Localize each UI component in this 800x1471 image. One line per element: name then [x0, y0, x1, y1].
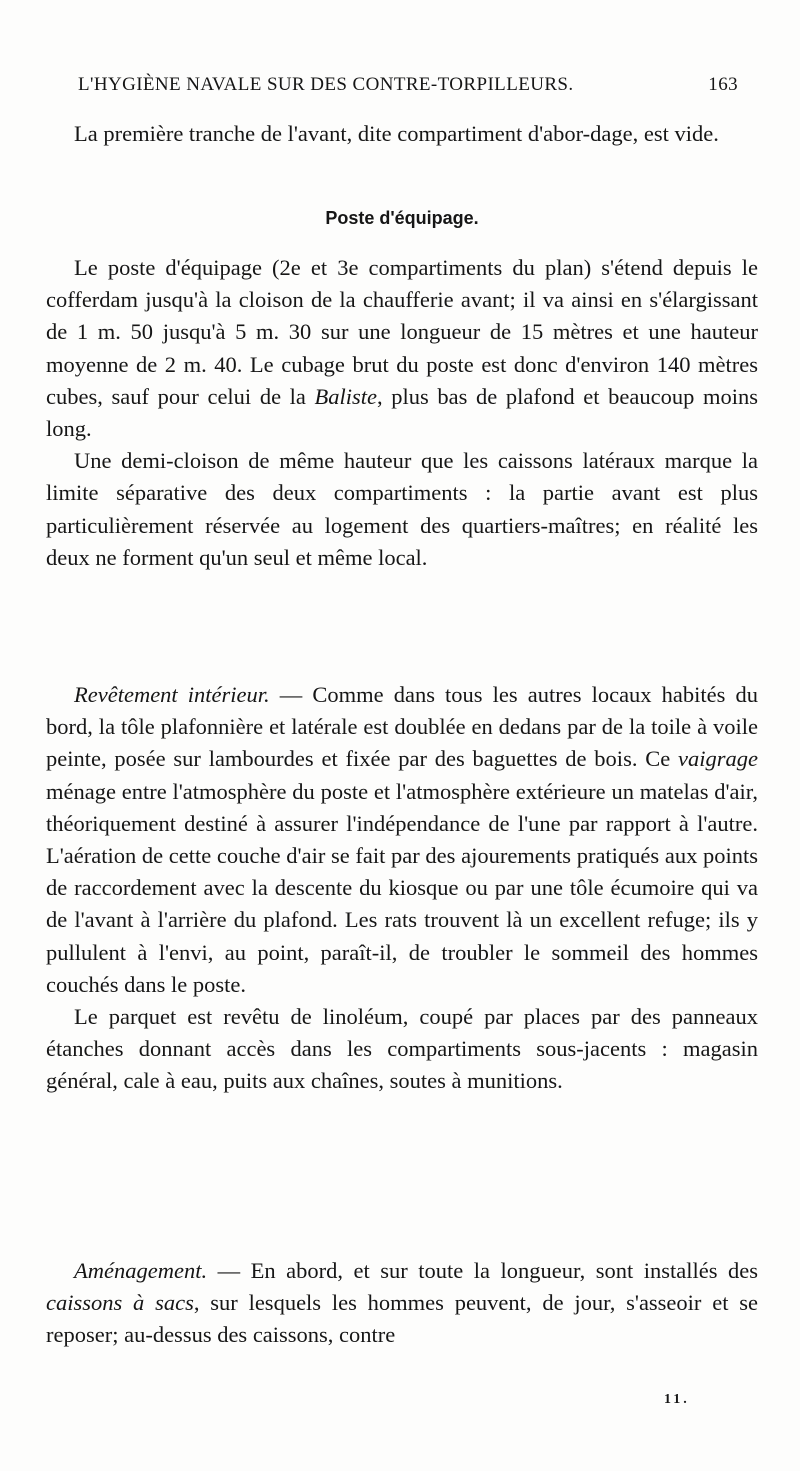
page-number: 163: [708, 74, 738, 95]
running-head-title: L'HYGIÈNE NAVALE SUR DES CONTRE-TORPILLEURS.: [78, 74, 574, 95]
revetement-runin-heading: Revêtement intérieur.: [74, 682, 270, 707]
poste-paragraph-2: Une demi-cloison de même hauteur que les caissons latéraux marque la limite séparative des deux compartiments : la partie avant est plus particulièrement réservée au logement des quartiers-maîtres; en réalité les deux ne forment qu'un seul et même local.: [46, 448, 758, 570]
revetement-term: vaigrage: [678, 746, 758, 772]
intro-block: [46, 118, 758, 150]
intro-paragraph: La première tranche de l'avant, dite compartiment d'abor-dage, est vide.: [74, 121, 719, 146]
poste-paragraph-1: [46, 252, 758, 445]
poste-block: [46, 252, 758, 574]
amenagement-text-2: , sur lesquels les hommes peuvent, de jour, s'asseoir et se reposer; au-dessus des caissons, contre: [46, 1290, 758, 1348]
amenagement-runin-heading: Aménagement.: [74, 1258, 208, 1283]
section-title: Poste d'équipage.: [325, 208, 479, 228]
ship-name: Baliste: [314, 383, 378, 409]
revetement-text-2: ménage entre l'atmosphère du poste et l'atmosphère extérieure un matelas d'air, théoriquement destiné à assurer l'indépendance de l'une par rapport à l'autre. L'aération de cette couche d'air se fait par des ajourements pratiqués aux points de raccordement avec la descente du kiosque ou par une tôle écumoire qui va de l'avant à l'arrière du plafond. Les rats trouvent là un excellent refuge; ils y pullulent à l'envi, au point, paraît-il, de troubler le sommeil des hommes couchés dans le poste.: [46, 778, 758, 997]
amenagement-text-1: — En abord, et sur toute la longueur, sont installés des: [207, 1258, 758, 1283]
revetement-paragraph-2: Le parquet est revêtu de linoléum, coupé par places par des panneaux étanches donnant accès dans les compartiments sous-jacents : magasin général, cale à eau, puits aux chaînes, soutes à munitions.: [46, 1004, 758, 1094]
revetement-block: [46, 679, 758, 1098]
poste-paragraph-1-end: , plus bas de plafond et beaucoup moins long.: [46, 383, 758, 442]
amenagement-paragraph: [46, 1255, 758, 1352]
revetement-text-1: — Comme dans tous les autres locaux habités du bord, la tôle plafonnière et latérale est doublée en dedans par de la toile à voile peinte, posée sur lambourdes et fixée par des baguettes de bois. Ce: [46, 682, 758, 772]
amenagement-term: caissons à sacs: [46, 1290, 194, 1316]
revetement-paragraph-1: [46, 679, 758, 1001]
amenagement-block: [46, 1255, 758, 1352]
running-head: [78, 74, 738, 104]
signature-mark: 11.: [664, 1392, 690, 1407]
poste-paragraph-1-text: Le poste d'équipage (2e et 3e compartiments du plan) s'étend depuis le cofferdam jusqu'à la cloison de la chaufferie avant; il va ainsi en s'élargissant de 1 m. 50 jusqu'à 5 m. 30 sur une longueur de 15 mètres et une hauteur moyenne de 2 m. 40. Le cubage brut du poste est donc d'environ 140 mètres cubes, sauf pour celui de la: [46, 255, 758, 409]
